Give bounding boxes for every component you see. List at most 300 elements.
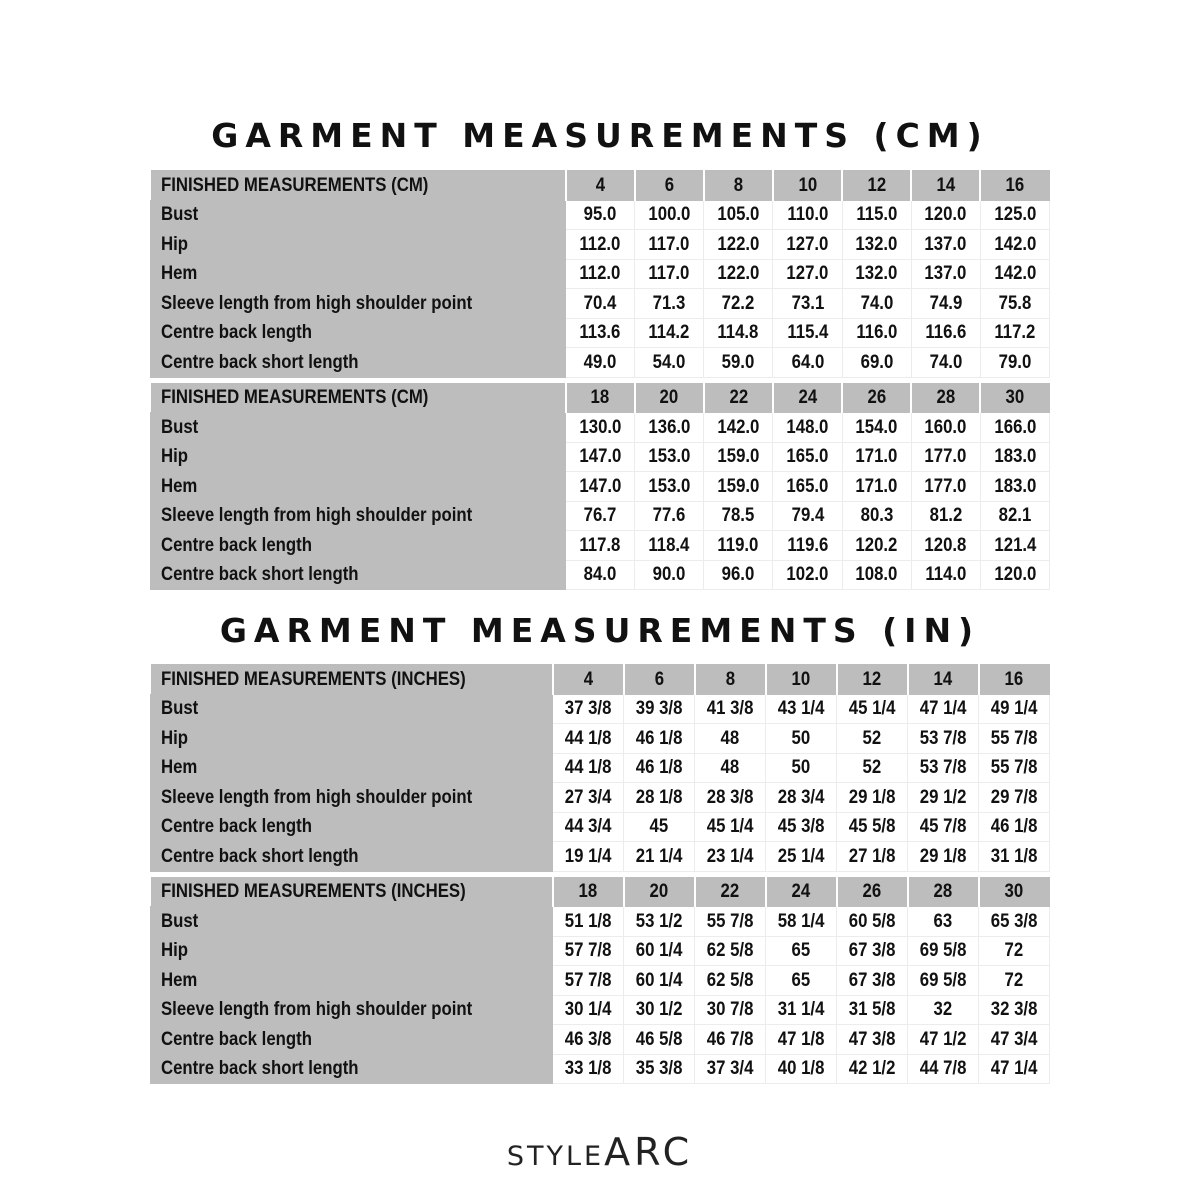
value-cell-text: 45 3/8 — [777, 815, 825, 838]
value-cell-text: 165.0 — [786, 445, 829, 468]
value-cell — [695, 1025, 766, 1055]
value-cell-text: 53 1/2 — [635, 909, 683, 932]
value-cell-text: 37 3/8 — [564, 697, 612, 720]
row-label — [151, 842, 553, 872]
value-cell — [566, 501, 635, 531]
size-header — [553, 665, 624, 695]
value-cell — [766, 724, 837, 754]
title-cm: GARMENT MEASUREMENTS (CM) — [211, 116, 989, 155]
value-cell — [842, 230, 911, 260]
value-cell-text: 65 — [791, 939, 811, 962]
value-cell-text: 31 1/4 — [777, 998, 825, 1021]
value-cell — [553, 783, 624, 813]
table-row — [151, 442, 1050, 472]
size-header — [842, 383, 911, 413]
value-cell — [980, 348, 1049, 378]
value-cell — [980, 531, 1049, 561]
measurement-table-in — [150, 664, 1050, 1084]
table-row — [151, 995, 1050, 1025]
size-header-text: 24 — [798, 386, 817, 409]
value-cell-text: 112.0 — [579, 232, 621, 255]
value-cell — [566, 348, 635, 378]
value-cell — [704, 413, 773, 443]
row-label-text: Hem — [161, 756, 198, 779]
size-header — [979, 665, 1050, 695]
table-row — [151, 501, 1050, 531]
value-cell — [624, 724, 695, 754]
value-cell — [842, 501, 911, 531]
table-row — [151, 783, 1050, 813]
value-cell-text: 37 3/4 — [706, 1057, 754, 1080]
value-cell — [980, 230, 1049, 260]
value-cell-text: 132.0 — [855, 262, 898, 285]
value-cell-text: 77.6 — [652, 504, 686, 527]
value-cell — [624, 936, 695, 966]
value-cell-text: 171.0 — [855, 445, 898, 468]
size-header-text: 30 — [1004, 880, 1024, 903]
value-cell-text: 69.0 — [860, 350, 893, 373]
row-label — [151, 812, 553, 842]
value-cell-text: 137.0 — [924, 262, 967, 285]
value-cell — [566, 531, 635, 561]
table-row — [151, 413, 1050, 443]
size-header — [837, 877, 908, 907]
value-cell — [704, 230, 773, 260]
value-cell — [553, 694, 624, 724]
size-header-text: 26 — [867, 386, 886, 409]
size-header — [566, 383, 635, 413]
value-cell-text: 47 1/4 — [990, 1057, 1038, 1080]
header-row — [151, 877, 1050, 907]
value-cell-text: 60 1/4 — [635, 939, 683, 962]
value-cell — [842, 531, 911, 561]
value-cell — [704, 472, 773, 502]
header-row — [151, 171, 1050, 201]
value-cell-text: 31 1/8 — [990, 844, 1038, 867]
value-cell — [566, 442, 635, 472]
row-label-text: Centre back length — [161, 815, 312, 838]
value-cell-text: 31 5/8 — [848, 998, 896, 1021]
value-cell-text: 75.8 — [998, 291, 1032, 314]
size-header — [695, 665, 766, 695]
row-label — [151, 259, 566, 289]
value-cell-text: 30 1/4 — [564, 998, 612, 1021]
value-cell — [553, 907, 624, 937]
size-header-text: 20 — [659, 386, 679, 409]
value-cell — [911, 348, 980, 378]
value-cell — [635, 560, 704, 590]
value-cell — [704, 318, 773, 348]
value-cell — [704, 531, 773, 561]
value-cell-text: 54.0 — [652, 350, 686, 373]
value-cell — [911, 318, 980, 348]
value-cell-text: 130.0 — [579, 415, 622, 438]
value-cell — [842, 318, 911, 348]
value-cell — [773, 289, 842, 319]
value-cell — [624, 842, 695, 872]
value-cell — [908, 812, 979, 842]
row-label — [151, 694, 553, 724]
value-cell — [837, 783, 908, 813]
header-label-text: FINISHED MEASUREMENTS (CM) — [160, 386, 428, 409]
value-cell — [980, 200, 1049, 230]
value-cell-text: 39 3/8 — [635, 697, 683, 720]
value-cell-text: 165.0 — [786, 474, 829, 497]
value-cell — [837, 936, 908, 966]
value-cell-text: 64.0 — [791, 350, 824, 373]
value-cell — [773, 413, 842, 443]
value-cell — [553, 724, 624, 754]
value-cell — [635, 413, 704, 443]
value-cell — [911, 289, 980, 319]
value-cell — [553, 995, 624, 1025]
value-cell-text: 29 1/8 — [919, 844, 967, 867]
value-cell — [911, 230, 980, 260]
value-cell-text: 44 7/8 — [919, 1057, 967, 1080]
value-cell — [695, 753, 766, 783]
value-cell-text: 67 3/8 — [848, 939, 896, 962]
row-label — [151, 907, 553, 937]
value-cell-text: 118.4 — [648, 533, 690, 556]
size-header-text: 6 — [654, 667, 664, 690]
value-cell — [635, 318, 704, 348]
row-label — [151, 531, 566, 561]
size-header — [766, 665, 837, 695]
value-cell-text: 45 7/8 — [919, 815, 967, 838]
value-cell-text: 46 3/8 — [564, 1027, 612, 1050]
value-cell-text: 62 5/8 — [706, 939, 754, 962]
value-cell-text: 114.8 — [717, 321, 759, 344]
size-header-text: 28 — [936, 386, 956, 409]
value-cell — [766, 907, 837, 937]
value-cell — [979, 1054, 1050, 1084]
header-row — [151, 383, 1050, 413]
value-cell — [842, 259, 911, 289]
table-row — [151, 936, 1050, 966]
value-cell-text: 46 5/8 — [635, 1027, 683, 1050]
value-cell — [980, 318, 1049, 348]
value-cell-text: 147.0 — [579, 445, 622, 468]
value-cell — [766, 995, 837, 1025]
value-cell-text: 65 3/8 — [990, 909, 1038, 932]
size-header-text: 14 — [936, 173, 956, 196]
value-cell — [704, 560, 773, 590]
value-cell-text: 159.0 — [717, 445, 760, 468]
value-cell-text: 50 — [791, 756, 811, 779]
value-cell-text: 46 7/8 — [706, 1027, 754, 1050]
size-header-text: 4 — [583, 667, 593, 690]
value-cell — [979, 694, 1050, 724]
value-cell-text: 120.0 — [924, 203, 967, 226]
value-cell-text: 82.1 — [998, 504, 1032, 527]
value-cell-text: 74.0 — [860, 291, 893, 314]
size-header — [624, 877, 695, 907]
value-cell-text: 59.0 — [722, 350, 755, 373]
value-cell — [766, 966, 837, 996]
row-label-text: Hip — [161, 445, 189, 468]
row-label — [151, 966, 553, 996]
value-cell-text: 58 1/4 — [777, 909, 825, 932]
value-cell-text: 113.6 — [579, 321, 621, 344]
value-cell — [704, 348, 773, 378]
size-header-text: 30 — [1005, 386, 1025, 409]
value-cell-text: 44 1/8 — [564, 756, 612, 779]
value-cell-text: 79.0 — [998, 350, 1032, 373]
row-label-text: Hem — [161, 262, 198, 285]
row-label-text: Bust — [161, 203, 199, 226]
size-header-text: 26 — [862, 880, 882, 903]
size-header — [842, 171, 911, 201]
value-cell — [695, 694, 766, 724]
value-cell — [624, 694, 695, 724]
value-cell — [911, 501, 980, 531]
row-label — [151, 724, 553, 754]
row-label-text: Bust — [161, 415, 199, 438]
value-cell-text: 55 7/8 — [990, 726, 1038, 749]
value-cell — [773, 318, 842, 348]
size-header-text: 28 — [933, 880, 953, 903]
value-cell-text: 105.0 — [717, 203, 760, 226]
value-cell — [837, 694, 908, 724]
size-header — [980, 383, 1049, 413]
size-header — [908, 665, 979, 695]
header-row — [151, 665, 1050, 695]
value-cell — [911, 413, 980, 443]
measurement-table-cm — [150, 170, 1050, 590]
value-cell — [979, 907, 1050, 937]
table-row — [151, 966, 1050, 996]
value-cell-text: 21 1/4 — [635, 844, 683, 867]
value-cell — [566, 289, 635, 319]
value-cell-text: 63 — [933, 909, 953, 932]
value-cell — [624, 812, 695, 842]
value-cell-text: 121.4 — [993, 533, 1036, 556]
size-header — [566, 171, 635, 201]
value-cell — [695, 1054, 766, 1084]
value-cell-text: 102.0 — [786, 563, 829, 586]
value-cell — [911, 472, 980, 502]
value-cell-text: 53 7/8 — [919, 756, 967, 779]
row-label — [151, 995, 553, 1025]
value-cell — [837, 724, 908, 754]
value-cell-text: 55 7/8 — [990, 756, 1038, 779]
value-cell — [624, 1025, 695, 1055]
size-header — [773, 171, 842, 201]
size-header-text: 8 — [733, 173, 744, 196]
value-cell — [979, 724, 1050, 754]
value-cell-text: 159.0 — [717, 474, 760, 497]
value-cell-text: 116.0 — [856, 321, 898, 344]
header-label-text: FINISHED MEASUREMENTS (INCHES) — [160, 667, 466, 690]
value-cell-text: 132.0 — [855, 232, 898, 255]
value-cell-text: 72 — [1004, 939, 1024, 962]
value-cell — [635, 501, 704, 531]
value-cell — [624, 1054, 695, 1084]
row-label-text: Bust — [161, 909, 199, 932]
value-cell-text: 71.3 — [652, 291, 686, 314]
value-cell — [704, 501, 773, 531]
table-row — [151, 259, 1050, 289]
row-label-text: Sleeve length from high shoulder point — [161, 504, 473, 527]
value-cell — [980, 413, 1049, 443]
table-row — [151, 318, 1050, 348]
size-header — [766, 877, 837, 907]
row-label — [151, 936, 553, 966]
value-cell-text: 74.9 — [929, 291, 963, 314]
value-cell — [553, 753, 624, 783]
value-cell — [624, 907, 695, 937]
value-cell — [980, 289, 1049, 319]
value-cell-text: 117.0 — [648, 232, 690, 255]
value-cell-text: 120.2 — [855, 533, 898, 556]
value-cell-text: 43 1/4 — [777, 697, 825, 720]
value-cell-text: 32 3/8 — [990, 998, 1038, 1021]
row-label-text: Hem — [161, 968, 198, 991]
value-cell-text: 23 1/4 — [706, 844, 754, 867]
table-row — [151, 289, 1050, 319]
value-cell-text: 117.0 — [648, 262, 690, 285]
value-cell — [773, 259, 842, 289]
value-cell — [695, 966, 766, 996]
value-cell — [766, 694, 837, 724]
value-cell-text: 117.2 — [994, 321, 1036, 344]
table-row — [151, 907, 1050, 937]
header-label-text: FINISHED MEASUREMENTS (INCHES) — [160, 880, 466, 903]
value-cell — [773, 348, 842, 378]
value-cell — [635, 531, 704, 561]
value-cell-text: 46 1/8 — [635, 726, 683, 749]
value-cell — [908, 842, 979, 872]
value-cell — [980, 259, 1049, 289]
value-cell — [566, 259, 635, 289]
table-row — [151, 1025, 1050, 1055]
value-cell — [566, 413, 635, 443]
value-cell — [842, 442, 911, 472]
size-header-text: 8 — [725, 667, 735, 690]
value-cell — [979, 936, 1050, 966]
value-cell — [979, 995, 1050, 1025]
value-cell-text: 57 7/8 — [564, 968, 612, 991]
header-label — [151, 877, 553, 907]
value-cell — [695, 724, 766, 754]
row-label — [151, 289, 566, 319]
value-cell-text: 19 1/4 — [564, 844, 612, 867]
value-cell — [553, 842, 624, 872]
value-cell — [695, 907, 766, 937]
row-label — [151, 318, 566, 348]
value-cell — [624, 783, 695, 813]
table-row — [151, 694, 1050, 724]
table-row — [151, 1054, 1050, 1084]
size-header — [911, 171, 980, 201]
value-cell-text: 28 1/8 — [635, 785, 683, 808]
value-cell — [908, 783, 979, 813]
value-cell — [773, 501, 842, 531]
value-cell — [566, 230, 635, 260]
value-cell-text: 125.0 — [993, 203, 1036, 226]
value-cell — [911, 560, 980, 590]
value-cell-text: 100.0 — [648, 203, 691, 226]
value-cell — [566, 200, 635, 230]
value-cell — [979, 812, 1050, 842]
size-header — [837, 665, 908, 695]
value-cell-text: 142.0 — [717, 415, 760, 438]
style-arc-logo — [0, 1130, 1200, 1182]
value-cell-text: 72 — [1004, 968, 1024, 991]
table-row — [151, 724, 1050, 754]
value-cell — [837, 1054, 908, 1084]
size-header — [704, 171, 773, 201]
value-cell — [911, 442, 980, 472]
value-cell — [837, 995, 908, 1025]
size-header-text: 12 — [862, 667, 882, 690]
value-cell-text: 33 1/8 — [564, 1057, 612, 1080]
value-cell-text: 60 5/8 — [848, 909, 896, 932]
title-in: GARMENT MEASUREMENTS (IN) — [219, 611, 981, 650]
value-cell-text: 53 7/8 — [919, 726, 967, 749]
value-cell — [704, 259, 773, 289]
value-cell-text: 127.0 — [786, 232, 829, 255]
value-cell — [911, 200, 980, 230]
value-cell — [766, 842, 837, 872]
value-cell — [842, 560, 911, 590]
value-cell-text: 76.7 — [583, 504, 617, 527]
value-cell — [979, 1025, 1050, 1055]
row-label-text: Sleeve length from high shoulder point — [161, 291, 473, 314]
table-row — [151, 531, 1050, 561]
value-cell — [980, 442, 1049, 472]
value-cell — [837, 966, 908, 996]
value-cell-text: 177.0 — [924, 474, 967, 497]
size-header-text: 10 — [791, 667, 811, 690]
header-label — [151, 383, 566, 413]
value-cell — [911, 531, 980, 561]
value-cell — [553, 812, 624, 842]
value-cell — [704, 200, 773, 230]
value-cell-text: 50 — [791, 726, 811, 749]
value-cell — [566, 560, 635, 590]
value-cell — [553, 1025, 624, 1055]
value-cell — [837, 842, 908, 872]
value-cell-text: 45 1/4 — [848, 697, 896, 720]
value-cell-text: 160.0 — [924, 415, 967, 438]
value-cell-text: 55 7/8 — [706, 909, 754, 932]
value-cell-text: 148.0 — [786, 415, 829, 438]
value-cell-text: 177.0 — [924, 445, 967, 468]
value-cell-text: 120.0 — [993, 563, 1036, 586]
value-cell-text: 69 5/8 — [919, 939, 967, 962]
value-cell-text: 28 3/8 — [706, 785, 754, 808]
value-cell — [695, 995, 766, 1025]
row-label-text: Centre back short length — [161, 1057, 359, 1080]
value-cell — [979, 783, 1050, 813]
value-cell-text: 42 1/2 — [848, 1057, 896, 1080]
value-cell — [695, 783, 766, 813]
size-header-text: 4 — [595, 173, 605, 196]
value-cell — [837, 812, 908, 842]
value-cell — [773, 560, 842, 590]
value-cell-text: 79.4 — [791, 504, 824, 527]
row-label — [151, 753, 553, 783]
value-cell-text: 48 — [720, 726, 740, 749]
row-label-text: Centre back length — [161, 321, 312, 344]
value-cell-text: 119.6 — [786, 533, 829, 556]
value-cell — [837, 1025, 908, 1055]
value-cell — [842, 200, 911, 230]
size-header — [911, 383, 980, 413]
value-cell-text: 28 3/4 — [777, 785, 825, 808]
row-label — [151, 1054, 553, 1084]
